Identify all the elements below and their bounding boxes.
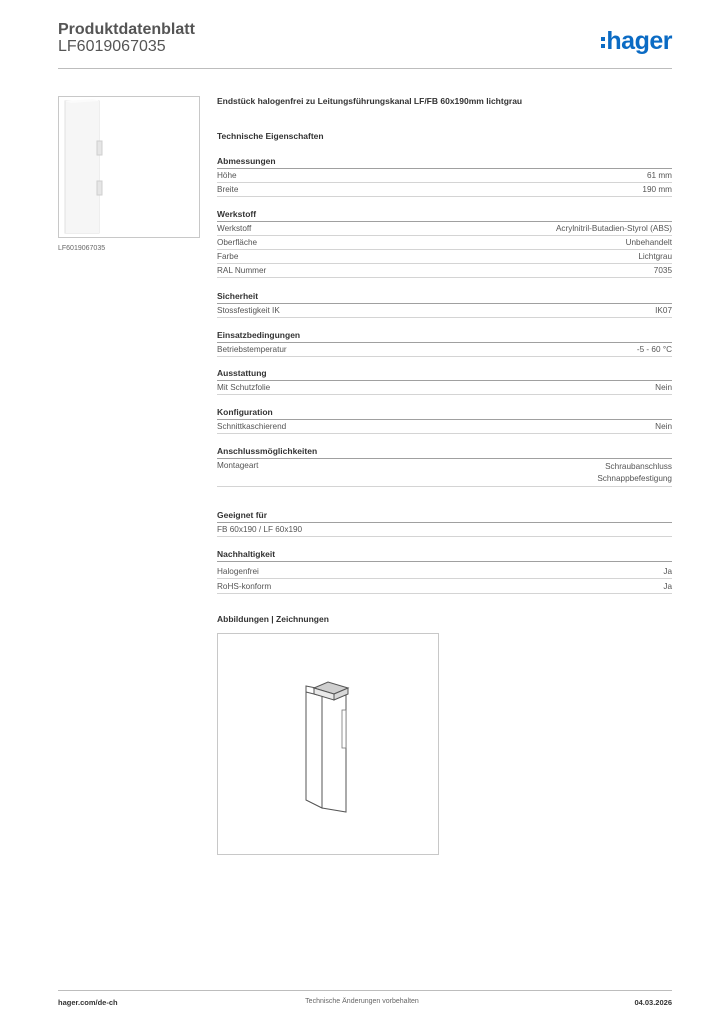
spec-label: Oberfläche — [217, 238, 258, 247]
spec-row-farbe — [217, 250, 672, 264]
spec-row-oberflaeche — [217, 236, 672, 250]
thumbnail-caption: LF6019067035 — [58, 245, 106, 252]
end-cap-thumbnail-image — [59, 97, 199, 237]
footer-website-link[interactable]: hager.com/de-ch — [58, 998, 118, 1007]
figures-title: Abbildungen | Zeichnungen — [217, 614, 329, 624]
footer-date: 04.03.2026 — [634, 998, 672, 1007]
spec-label: Betriebstemperatur — [217, 345, 287, 354]
spec-row-montageart — [217, 459, 672, 487]
document-title: Produktdatenblatt — [58, 21, 195, 38]
spec-label: Stossfestigkeit IK — [217, 306, 280, 315]
section-title-technical: Technische Eigenschaften — [217, 131, 324, 141]
spec-row-schnittkaschierend — [217, 420, 672, 434]
group-title-abmessungen: Abmessungen — [217, 156, 672, 169]
group-title-ausstattung: Ausstattung — [217, 368, 672, 381]
group-title-geeignet-fuer: Geeignet für — [217, 510, 672, 523]
group-title-nachhaltigkeit: Nachhaltigkeit — [217, 549, 672, 562]
spec-value: 61 mm — [646, 171, 672, 180]
spec-label: Breite — [217, 185, 239, 194]
spec-row-breite — [217, 183, 672, 197]
spec-value — [597, 461, 672, 485]
spec-label: FB 60x190 / LF 60x190 — [217, 525, 303, 534]
spec-row-ral-nummer — [217, 264, 672, 278]
group-title-werkstoff: Werkstoff — [217, 209, 672, 222]
end-cap-drawing-image — [218, 634, 438, 854]
spec-label: Montageart — [217, 461, 259, 470]
spec-label: RoHS-konform — [217, 582, 272, 591]
spec-value: Lichtgrau — [638, 252, 672, 261]
spec-row-halogenfrei — [217, 565, 672, 579]
group-title-einsatzbedingungen: Einsatzbedingungen — [217, 330, 672, 343]
spec-label: Werkstoff — [217, 224, 252, 233]
spec-value: Ja — [663, 582, 672, 591]
spec-value-line: Schraubanschluss — [605, 462, 672, 471]
spec-value: IK07 — [655, 306, 672, 315]
spec-row-rohs — [217, 580, 672, 594]
product-description: Endstück halogenfrei zu Leitungsführungskanal LF/FB 60x190mm lichtgrau — [217, 96, 523, 106]
spec-label: Mit Schutzfolie — [217, 383, 271, 392]
group-title-konfiguration: Konfiguration — [217, 407, 672, 420]
spec-row-stossfestigkeit — [217, 304, 672, 318]
spec-label: Halogenfrei — [217, 567, 259, 576]
spec-label: Farbe — [217, 252, 239, 261]
spec-row-werkstoff — [217, 222, 672, 236]
spec-value: 7035 — [653, 266, 672, 275]
product-code: LF6019067035 — [58, 38, 166, 55]
group-title-anschlussmoeglichkeiten: Anschlussmöglichkeiten — [217, 446, 672, 459]
footer-divider — [58, 990, 672, 991]
spec-value: Nein — [655, 422, 672, 431]
group-title-sicherheit: Sicherheit — [217, 291, 672, 304]
product-thumbnail — [58, 96, 200, 238]
header-divider — [58, 68, 672, 69]
spec-value: 190 mm — [642, 185, 672, 194]
spec-row-hoehe — [217, 169, 672, 183]
spec-value: -5 - 60 °C — [636, 345, 672, 354]
spec-row-betriebstemperatur — [217, 343, 672, 357]
spec-label: RAL Nummer — [217, 266, 267, 275]
footer-disclaimer: Technische Änderungen vorbehalten — [305, 998, 419, 1005]
spec-value: Unbehandelt — [625, 238, 672, 247]
spec-value: Ja — [663, 567, 672, 576]
spec-label: Höhe — [217, 171, 237, 180]
spec-value-line: Schnappbefestigung — [597, 474, 672, 483]
logo-colon-mark — [601, 34, 605, 51]
spec-label: Schnittkaschierend — [217, 422, 287, 431]
logo-text: hager — [606, 27, 672, 55]
product-drawing — [217, 633, 439, 855]
hager-logo — [601, 27, 672, 56]
spec-row-schutzfolie — [217, 381, 672, 395]
spec-value: Nein — [655, 383, 672, 392]
spec-row-geeignet — [217, 523, 672, 537]
spec-value: Acrylnitril-Butadien-Styrol (ABS) — [555, 224, 672, 233]
